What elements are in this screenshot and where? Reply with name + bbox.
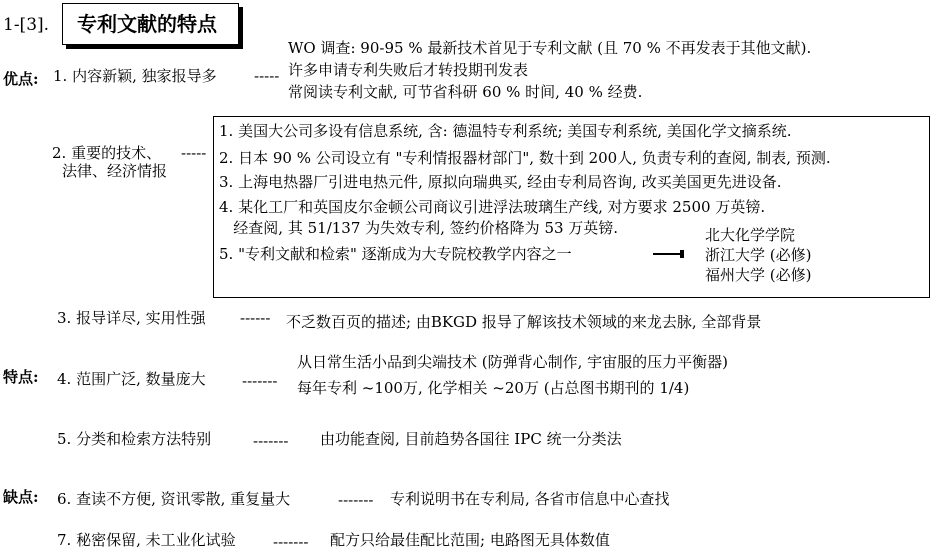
item1-detail-2: 许多申请专利失败后才转投期刊发表 [288, 61, 529, 79]
item6-dash: ------- [338, 491, 374, 509]
title-box [62, 3, 239, 45]
item7-text: 7. 秘密保留, 未工业化试验 [57, 531, 236, 549]
school-3: 福州大学 (必修) [705, 266, 812, 284]
section-ref: 1-[3]. [3, 15, 50, 35]
item5-text: 5. 分类和检索方法特别 [57, 430, 212, 448]
item1-dash: ----- [254, 67, 280, 85]
school-2: 浙江大学 (必修) [705, 246, 812, 264]
item1-detail-1: WO 调查: 90-95 % 最新技术首见于专利文献 (且 70 % 不再发表于其他文献). [288, 39, 812, 57]
box-line-1: 1. 美国大公司多设有信息系统, 含: 德温特专利系统; 美国专利系统, 美国化学文摘系统. [219, 122, 792, 140]
item1-detail-3: 常阅读专利文献, 可节省科研 60 % 时间, 40 % 经费. [288, 83, 643, 101]
item5-detail: 由功能查阅, 目前趋势各国往 IPC 统一分类法 [320, 430, 622, 448]
item6-detail: 专利说明书在专利局, 各省市信息中心查找 [390, 490, 670, 508]
info-box [213, 116, 930, 298]
item4-text: 4. 范围广泛, 数量庞大 [57, 370, 206, 388]
label-disadvantages: 缺点: [3, 488, 39, 506]
item3-dash: ------ [240, 309, 271, 327]
arrow-connector [653, 253, 683, 255]
item5-dash: ------- [253, 432, 289, 450]
box-line-6: 5. "专利文献和检索" 逐渐成为大专院校教学内容之一 [219, 245, 572, 263]
label-advantages: 优点: [3, 70, 39, 88]
box-line-2: 2. 日本 90 % 公司设立有 "专利情报器材部门", 数十到 200人, 负责专利的查阅, 制表, 预测. [219, 149, 831, 167]
item7-dash: ------- [273, 533, 309, 551]
item2-dash: ----- [181, 144, 207, 162]
label-features: 特点: [3, 368, 39, 386]
box-line-5: 经查阅, 其 51/137 为失效专利, 签约价格降为 53 万英镑. [219, 219, 619, 237]
box-line-3: 3. 上海电热器厂引进电热元件, 原拟向瑞典买, 经由专利局咨询, 改买美国更先进设备. [219, 173, 782, 191]
item4-dash: ------- [242, 372, 278, 390]
item6-text: 6. 查读不方便, 资讯零散, 重复量大 [57, 490, 291, 508]
item3-detail: 不乏数百页的描述; 由BKGD 报导了解该技术领域的来龙去脉, 全部背景 [286, 313, 762, 331]
item7-detail: 配方只给最佳配比范围; 电路图无具体数值 [330, 531, 610, 549]
item1-text: 1. 内容新颖, 独家报导多 [53, 67, 217, 85]
item3-text: 3. 报导详尽, 实用性强 [57, 309, 206, 327]
page-title: 专利文献的特点 [77, 12, 217, 36]
item4-detail-2: 每年专利 ~100万, 化学相关 ~20万 (占总图书期刊的 1/4) [297, 379, 690, 397]
item4-detail-1: 从日常生活小品到尖端技术 (防弹背心制作, 宇宙服的压力平衡器) [297, 353, 729, 371]
item2-text-line2: 法律、经济情报 [62, 162, 168, 180]
school-1: 北大化学学院 [705, 226, 796, 244]
item2-text-line1: 2. 重要的技术、 [52, 144, 162, 162]
box-line-4: 4. 某化工厂和英国皮尔金顿公司商议引进浮法玻璃生产线, 对方要求 2500 万英镑. [219, 198, 766, 216]
arrow-head [680, 250, 684, 258]
